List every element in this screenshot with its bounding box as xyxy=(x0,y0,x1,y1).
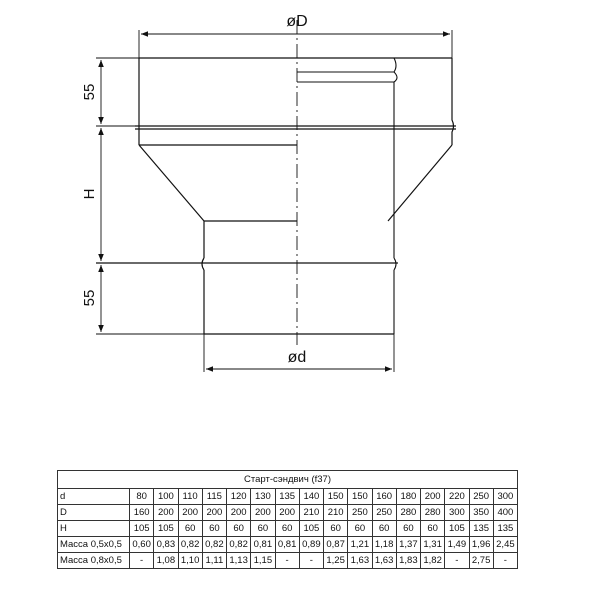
table-cell: 200 xyxy=(154,505,178,521)
table-row xyxy=(58,505,518,521)
table-cell: 135 xyxy=(493,521,517,537)
table-cell: 60 xyxy=(372,521,396,537)
table-cell: 1,15 xyxy=(251,553,275,569)
table-cell: 60 xyxy=(396,521,420,537)
dimension-d xyxy=(204,334,394,372)
table-cell: 1,21 xyxy=(348,537,372,553)
dimension-bottom-label: 55 xyxy=(81,289,98,307)
table-cell: - xyxy=(493,553,517,569)
table-cell: 60 xyxy=(275,521,299,537)
dimension-D xyxy=(139,13,452,58)
table-cell: 60 xyxy=(251,521,275,537)
table-cell: 60 xyxy=(227,521,251,537)
table-cell: 250 xyxy=(469,489,493,505)
table-cell: 80 xyxy=(130,489,154,505)
table-row xyxy=(58,537,518,553)
table-cell: 60 xyxy=(178,521,202,537)
table-cell: 1,18 xyxy=(372,537,396,553)
table-cell: 105 xyxy=(154,521,178,537)
table-cell: 2,45 xyxy=(493,537,517,553)
table-title-row xyxy=(58,471,518,489)
table-cell: 200 xyxy=(251,505,275,521)
table-cell: 105 xyxy=(445,521,469,537)
table-cell: 60 xyxy=(421,521,445,537)
table-cell: 1,11 xyxy=(202,553,226,569)
table-cell: 1,63 xyxy=(372,553,396,569)
table-cell: 0,82 xyxy=(178,537,202,553)
table-cell: 135 xyxy=(469,521,493,537)
table-cell: 60 xyxy=(324,521,348,537)
table-cell: 1,49 xyxy=(445,537,469,553)
cone-section xyxy=(139,145,452,221)
table-cell: - xyxy=(445,553,469,569)
table-cell: 200 xyxy=(421,489,445,505)
table-cell: 300 xyxy=(445,505,469,521)
table-cell: 115 xyxy=(202,489,226,505)
table-cell: 160 xyxy=(130,505,154,521)
table-title: Старт-сэндвич (f37) xyxy=(58,471,518,489)
table-cell: 105 xyxy=(130,521,154,537)
table-cell: 250 xyxy=(348,505,372,521)
table-cell: 60 xyxy=(348,521,372,537)
table-cell: 1,10 xyxy=(178,553,202,569)
upper-pipe-section xyxy=(135,58,456,145)
table-cell: 250 xyxy=(372,505,396,521)
table-row xyxy=(58,489,518,505)
table-cell: 1,37 xyxy=(396,537,420,553)
lower-pipe-section xyxy=(96,221,398,334)
row-label: d xyxy=(58,489,130,505)
table-cell: 135 xyxy=(275,489,299,505)
row-label: H xyxy=(58,521,130,537)
table-cell: 210 xyxy=(299,505,323,521)
row-label: Масса 0,8х0,5 xyxy=(58,553,130,569)
table-cell: 140 xyxy=(299,489,323,505)
spec-table xyxy=(57,470,518,569)
table-cell: 60 xyxy=(202,521,226,537)
table-cell: 1,25 xyxy=(324,553,348,569)
table-cell: 400 xyxy=(493,505,517,521)
table-cell: 300 xyxy=(493,489,517,505)
table-cell: 130 xyxy=(251,489,275,505)
dimension-top-label: 55 xyxy=(81,83,98,101)
inner-pipe-wall xyxy=(297,58,397,334)
table-cell: 280 xyxy=(421,505,445,521)
table-cell: 0,81 xyxy=(275,537,299,553)
table-cell: 200 xyxy=(178,505,202,521)
table-cell: 0,81 xyxy=(251,537,275,553)
row-label: D xyxy=(58,505,130,521)
table-row xyxy=(58,553,518,569)
table-cell: 200 xyxy=(227,505,251,521)
table-cell: 0,89 xyxy=(299,537,323,553)
table-cell: 105 xyxy=(299,521,323,537)
table-cell: - xyxy=(275,553,299,569)
table-cell: 0,82 xyxy=(227,537,251,553)
table-cell: 120 xyxy=(227,489,251,505)
table-cell: 1,31 xyxy=(421,537,445,553)
dimension-D-label: øD xyxy=(286,13,308,30)
table-cell: - xyxy=(130,553,154,569)
table-cell: 110 xyxy=(178,489,202,505)
table-cell: 150 xyxy=(324,489,348,505)
table-cell: 200 xyxy=(202,505,226,521)
table-cell: 150 xyxy=(348,489,372,505)
table-cell: 1,83 xyxy=(396,553,420,569)
table-cell: 350 xyxy=(469,505,493,521)
table-cell: 220 xyxy=(445,489,469,505)
table-cell: 180 xyxy=(396,489,420,505)
table-cell: 1,13 xyxy=(227,553,251,569)
table-cell: 160 xyxy=(372,489,396,505)
table-cell: 0,60 xyxy=(130,537,154,553)
table-cell: 210 xyxy=(324,505,348,521)
table-cell: 0,87 xyxy=(324,537,348,553)
table-row xyxy=(58,521,518,537)
table-cell: 2,75 xyxy=(469,553,493,569)
table-cell: 1,63 xyxy=(348,553,372,569)
table-cell: 1,08 xyxy=(154,553,178,569)
table-cell: 1,82 xyxy=(421,553,445,569)
dimension-d-label: ød xyxy=(287,349,307,366)
table-cell: 200 xyxy=(275,505,299,521)
table-cell: 0,82 xyxy=(202,537,226,553)
table-cell: 0,83 xyxy=(154,537,178,553)
table-cell: 280 xyxy=(396,505,420,521)
table-cell: 100 xyxy=(154,489,178,505)
row-label: Масса 0,5х0,5 xyxy=(58,537,130,553)
dimension-vertical xyxy=(96,58,204,334)
dimension-middle-label: H xyxy=(81,188,98,200)
table-cell: - xyxy=(299,553,323,569)
table-cell: 1,96 xyxy=(469,537,493,553)
